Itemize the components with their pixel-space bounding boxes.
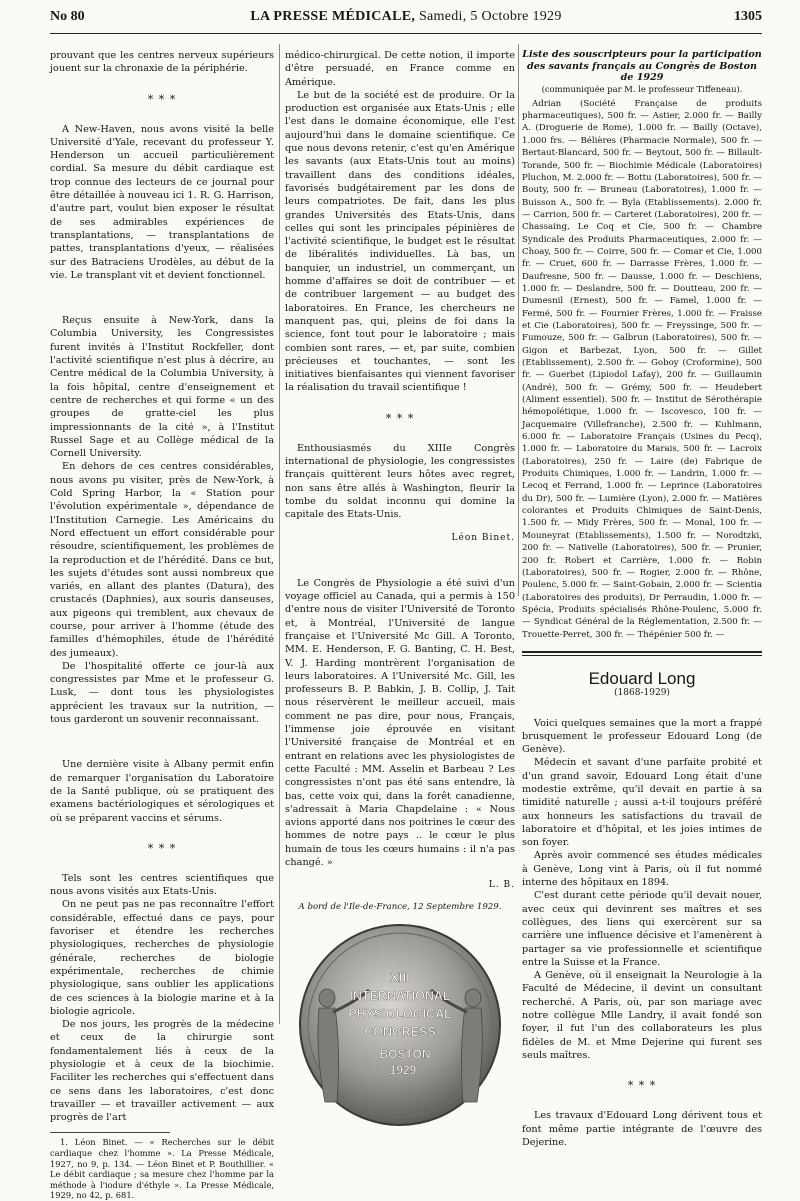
section-separator: * * *: [147, 841, 177, 855]
congress-medal-image: [285, 920, 515, 1130]
subscribers-list: Adrian (Société Française de produits pharmaceutiques), 500 fr. — Astier, 2.000 fr. — Bailly A. (Droguerie de Rome), 1.000 fr. — Bailly (Octave), 1.000 frs. — Bélières (Pharmacie Normale), 500 fr. — Bertaut-Blancard, 500 fr. — Beytout, 500 fr. — Billault-Torande, 500 fr. — Biochimie Médicale (Laboratoires) Pluchon, M. 2.000 fr. — Bottu (Laboratoires), 500 fr. — Bouty, 500 fr. — Bruneau (Laboratoires), 1.000 fr. — Buisson A., 500 fr. — Byla (Etablissements). 2.000 fr. — Carrion, 500 fr. — Carteret (Laboratoires), 200 fr. — Chassaing, Le Coq et Cie, 500 fr. — Chambre Syndicale des Produits Pharmaceutiques, 2.000 fr. — Choay, 500 fr. — Coirre, 500 fr. — Comar et Cie, 1.000 fr. — Cruet, 600 fr. — Darrasse Frères, 1.000 fr. — Daufresne, 500 fr. — Dausse, 1.000 fr. — Deschiens, 1.000 fr. — Deslandre, 500 fr. — Doutteau, 200 fr. — Dumesnil (Ernest), 500 fr. — Famel, 1.000 fr. — Fermé, 500 fr. — Fournier Frères, 1.000 fr. — Fraisse et Cie (Laboratoires), 500 fr. — Freyssinge, 500 fr. — Fumouze, 500 fr. — Galbrun (Laboratoires), 500 fr. — Gigon et Barbezat, Lyon, 500 fr. — Gillet (Etablissement), 2.500 fr. — Goboy (Croformine), 500 fr. — Guerbet (Lipiodol Lafay), 200 fr. — Guillaumin (André), 500 fr. — Grémy, 500 fr. — Heudebert (Aliment essentiel). 500 fr. — Institut de Sérothérapie hémopoïétique, 1.000 fr. — Iscovesco, 100 fr. — Jacquemaire (Villefranche), 2.500 fr. — Kuhlmann, 6.000 fr. — Laboratoire Français (Usines du Pecq), 1.000 fr. — Laboratoire du Marais, 500 fr. — Lacroix (Laboratoires), 250 fr. — Laire (de) Fabrique de Produits Chimiques, 1.000 fr. — Landrin, 1.000 fr. — Lecoq et Ferrand, 1.000 fr. — Leprince (Laboratoires du Dr), 500 fr. — Lumière (Lyon), 2.000 fr. — Matières colorantes et Produits Chimiques de Saint-Denis, 1.500 fr. — Midy Frères, 500 fr. — Monal, 100 fr. — Mouneyrat (Etablissements), 1.500 fr. — Norodtzki, 200 fr. — Nativelle (Laboratoires), 500 fr. — Prunier, 200 fr. Robert et Carrière, 1.000 fr. — Robin (Laboratoires), 500 fr. — Rogier, 2.000 fr. — Rhône, Poulenc, 5.000 fr. — Saint-Gobain, 2.000 fr. — Scientia (Laboratoires des produits), Dr Perraudin, 1.000 fr. — Spécia, Produits spécialisés Rhône-Poulenc, 5.000 fr. — Syndicat Général de la Réglementation, 2.500 fr. — Trouette-Perret, 300 fr. — Thépénier 500 fr. —: [522, 98, 762, 640]
paragraph: Les travaux d'Edouard Long dérivent tous et font même partie intégrante de l'œuvre des Dejerine.: [522, 1110, 762, 1148]
column-right: [522, 49, 762, 1148]
paragraph: On ne peut pas ne pas reconnaître l'effort considérable, effectué dans ce pays, pour favoriser et étendre les recherches physiologiques, recherches de physiologie générale, recherches de biologie expérimentale, recherches de chimie physiologique, sans oublier les applications de ces sciences à la biologie marine et à la biologie agricole.: [50, 899, 274, 1017]
column-divider: [518, 44, 519, 596]
header-rule: [50, 33, 762, 34]
paragraph: médico-chirurgical. De cette notion, il importe d'être persuadé, en France comme en Amérique.: [285, 50, 515, 88]
medal-line-6: 1929: [389, 1062, 417, 1077]
obituary-title: Edouard Long: [588, 668, 696, 688]
column-left: [50, 49, 274, 1201]
paragraph: En dehors de ces centres considérables, nous avons pu visiter, près de New-York, à Cold Spring Harbor, la « Station pour l'évolution expérimentale », dépendance de l'Institution Carnegie. Les Américains du Nord effectuent un effort considérable pour résoudre, scientifiquement, les problèmes de la reproduction et de l'hérédité. Dans ce but, les sujets d'études sont aussi nombreux que variés, en allant des plantes (Datura), des crustacés (Daphnies), aux souris danseuses, aux pigeons qui tremblent, aux chevaux de course, pour arriver à l'homme (étude des familles d'hémophiles, étude de l'hérédité des jumeaux).: [50, 461, 274, 659]
paragraph: Enthousiasmés du XIIIe Congrès international de physiologie, les congressistes français quittèrent leurs hôtes avec regret, non sans être allés à Washington, fleurir la tombe du soldat inconnu qui domine la capitale des Etats-Unis.: [285, 442, 515, 521]
medal-line-5: BOSTON: [379, 1046, 431, 1061]
paragraph: Le Congrès de Physiologie a été suivi d'un voyage officiel au Canada, qui a permis à 150 d'entre nous de visiter l'Université de Toronto et, à Montréal, l'Université de langue française et l'Université Mc Gill. A Toronto, MM. E. Henderson, F. G. Banting, C. H. Best, V. J. Harding montrèrent l'organisation de leurs laboratoires. A l'Université Mc. Gill, les professeurs B. P. Babkin, J. B. Collip, J. Tait nous réservèrent le meilleur accueil, mais comment ne pas dire, pour nous, Français, l'immense joie éprouvée en visitant l'Université française de Montréal et en entrant en relations avec les physiologistes de cette Faculté : MM. Asselin et Barbeau ? Les congressistes n'ont pas été sans entendre, là bas, cette voix qui, dans la forêt canadienne, s'adressait à Maria Chapdelaine : « Nous avions apporté dans nos poitrines le cœur des hommes de notre pays .. le cœur le plus humain de tous les cœurs humains : il n'a pas changé. »: [285, 577, 515, 869]
page-number: 1305: [734, 9, 762, 24]
author-signature: Léon Binet.: [451, 532, 515, 543]
footnote: 1. Léon Binet. — « Recherches sur le débit cardiaque chez l'homme ». La Presse Médicale, 1927, no 9, p. 134. — Léon Binet et P. Bouthillier. « Le débit cardiaque ; sa mesure chez l'homme par la méthode à l'iodure d'éthyle ». La Presse Médicale, 1929, no 42, p. 681.: [50, 1137, 274, 1201]
medal-line-3: PHYSIOLOGICAL: [348, 1006, 452, 1021]
section-separator: * * *: [627, 1079, 657, 1093]
paragraph: De l'hospitalité offerte ce jour-là aux congressistes par Mme et le professeur G. Lusk, — dont tous les physiologistes apprécient les travaux sur la nutrition, — tous garderont un souvenir reconnaissant.: [50, 660, 274, 726]
journal-name: LA PRESSE MÉDICALE,: [250, 9, 416, 24]
column-divider: [279, 44, 280, 1024]
obituary-dates: (1868-1929): [614, 688, 670, 699]
paragraph: Reçus ensuite à New-York, dans la Columbia University, les Congressistes furent invités à l'Institut Rockfeller, dont l'activité scientifique n'est plus à décrire, au Centre médical de la Columbia University, à la fois hôpital, centre d'enseignement et centre de recherches et qui forme « un des groupes de gratte-ciel les plus impressionnants de la cité », à l'Institut Russel Sage et au Collège médical de la Cornell University.: [50, 315, 274, 460]
issue-number: No 80: [50, 9, 85, 24]
column-middle: [285, 49, 515, 1077]
paragraph: De nos jours, les progrès de la médecine et ceux de la chirurgie sont fondamentalement liés à ceux de la physiologie et à ceux de la biochimie. Faciliter les recherches qui s'effectuent dans ce sens dans les laboratoires, c'est donc travailler — et travailler activement — aux progrès de l'art: [50, 1019, 274, 1124]
paragraph: Tels sont les centres scientifiques que nous avons visités aux Etats-Unis.: [50, 872, 274, 898]
medal-line-4: CONGRESS: [364, 1024, 436, 1039]
medal-line-1: XIII: [390, 969, 410, 985]
section-separator: * * *: [385, 411, 415, 425]
paragraph: prouvant que les centres nerveux supérieurs jouent sur la chronaxie de la périphérie.: [50, 50, 274, 75]
footnotes: [50, 1137, 274, 1201]
issue-date: Samedi, 5 Octobre 1929: [415, 9, 562, 24]
footnote-rule: [50, 1132, 170, 1133]
paragraph: C'est durant cette période qu'il devait nouer, avec ceux qui devinrent ses maîtres et ses collègues, des liens qui exercèrent sur sa carrière une influence décisive et l'amenèrent à partager sa vie professionnelle et scientifique entre la Suisse et la France.: [522, 890, 762, 968]
subscribers-list-note: (communiquée par M. le professeur Tiffeneau).: [541, 83, 743, 94]
paragraph: Une dernière visite à Albany permit enfin de remarquer l'organisation du Laboratoire de la Santé publique, où se pratiquent des examens bactériologiques et sérologiques et où se préparent vaccins et sérums.: [50, 759, 274, 824]
author-signature: L. B.: [488, 880, 515, 891]
paragraph: Le but de la société est de produire. Or la production est organisée aux Etats-Unis ; elle l'est dans le domaine économique, elle l'est aujourd'hui dans le domaine scientifique. Ce que nous devons retenir, c'est qu'en Amérique les savants (aux Etats-Unis tout au moins) travaillent dans des conditions idéales, favorisés budgétairement par les dons de leurs compatriotes. De fait, dans les plus grandes Universités des Etats-Unis, dans celles qui sont les principales pépinières de l'activité scientifique, le budget est le résultat de libéralités individuelles. Là bas, un banquier, un industriel, un commerçant, un homme d'affaires se doit de contribuer — et de contribuer largement — au budget des laboratoires. En France, les chercheurs ne manquent pas, qui, pleins de foi dans la science, font tout pour le laboratoire ; mais combien sont rares, — et, par suite, combien précieuses et touchantes, — sont les initiatives bienfaisantes qui viennent favoriser la réalisation du travail scientifique !: [285, 89, 515, 394]
paragraph: Médecin et savant d'une parfaite probité et d'un grand savoir, Edouard Long était d'une modestie extrême, qu'il devait en partie à sa timidité naturelle ; aussi a-t-il toujours préféré aux honneurs les satisfactions du travail de laboratoire et d'hôpital, et les joies intimes de son foyer.: [522, 757, 762, 849]
paragraph: Après avoir commencé ses études médicales à Genève, Long vint à Paris, où il fut nommé interne des hôpitaux en 1894.: [522, 850, 762, 889]
medal-caption: A bord de l'Ile-de-France, 12 Septembre 1929.: [298, 901, 502, 912]
paragraph: A New-Haven, nous avons visité la belle Université d'Yale, recevant du professeur Y. Henderson un accueil particulièrement cordial. Sa mesure du débit cardiaque est trop connue des lecteurs de ce journal pour être détaillée à nouveau ici 1. R. G. Harrison, d'autre part, voulut bien exposer le résultat de ses admirables expériences de transplantations, — transplantations de pattes, transplantations d'yeux, — réalisées sur des Batraciens Urodèles, au début de la vie. Le transplant vit et devient fonctionnel.: [50, 123, 274, 281]
section-rule: [522, 651, 762, 656]
medal-illustration: [285, 920, 515, 1130]
running-head: [50, 9, 762, 25]
paragraph: Voici quelques semaines que la mort a frappé brusquement le professeur Edouard Long (de Genève).: [522, 717, 762, 756]
page-header: [50, 9, 762, 29]
subscribers-list-title: Liste des souscripteurs pour la participation des savants français au Congrès de Boston de 1929: [522, 49, 762, 84]
section-separator: * * *: [147, 92, 177, 106]
paragraph: A Genève, où il enseignait la Neurologie à la Faculté de Médecine, il devint un consultant recherché. A Paris, où, par son mariage avec notre collègue Mlle Landry, il avait fondé son foyer, il fut l'un des collaborateurs les plus fidèles de M. et Mme Dejerine qui furent ses seuls maîtres.: [522, 970, 762, 1061]
medal-line-2: INTERNATIONAL: [349, 988, 451, 1003]
